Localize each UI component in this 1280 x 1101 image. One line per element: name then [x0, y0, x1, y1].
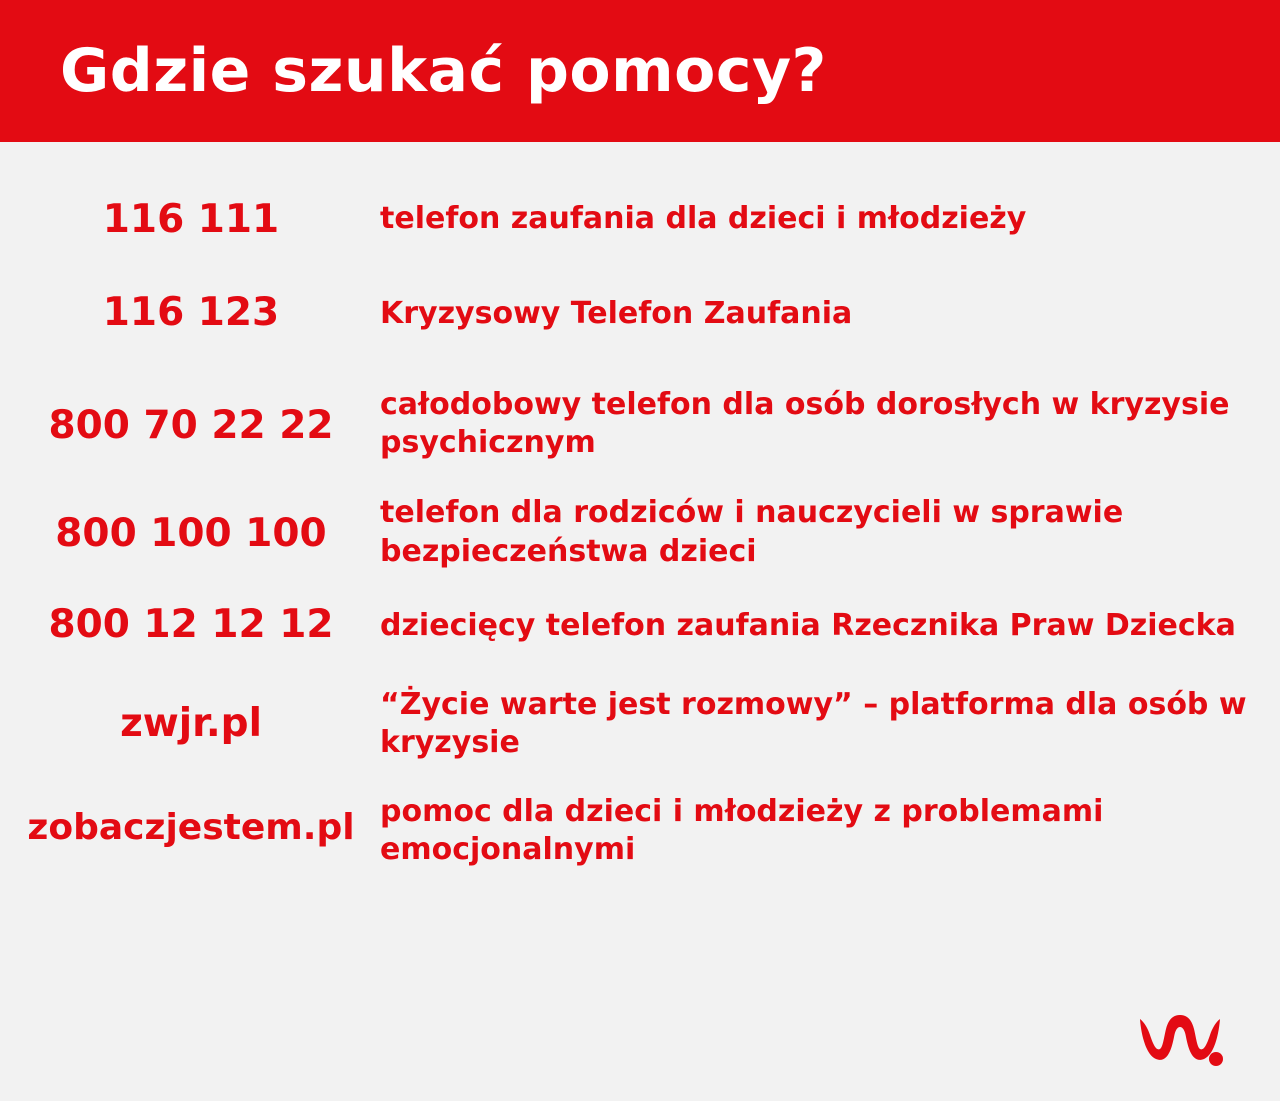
contact-number[interactable]: 800 100 100	[55, 511, 327, 557]
list-item	[0, 789, 1280, 870]
list-item	[0, 196, 1280, 243]
list-item	[0, 291, 1280, 336]
contact-number[interactable]: 116 111	[102, 197, 280, 242]
list-item	[0, 603, 1280, 648]
contact-number[interactable]: 800 70 22 22	[48, 402, 334, 448]
contact-link[interactable]: zobaczjestem.pl	[27, 806, 355, 848]
contact-description: Kryzysowy Telefon Zaufania	[380, 295, 853, 331]
contact-description: dziecięcy telefon zaufania Rzecznika Praw Dziecka	[380, 608, 1236, 644]
contact-number[interactable]: 116 123	[102, 289, 280, 335]
contact-list	[0, 142, 1280, 870]
contact-description: całodobowy telefon dla osób dorosłych w kryzysie psychicznym	[380, 386, 1230, 461]
contact-number[interactable]: 800 12 12 12	[48, 602, 334, 648]
list-item	[0, 682, 1280, 763]
list-item	[0, 490, 1280, 571]
header-bar	[0, 0, 1280, 142]
wp-logo-icon	[1136, 1013, 1228, 1069]
contact-description: telefon dla rodziców i nauczycieli w sprawie bezpieczeństwa dzieci	[380, 495, 1124, 569]
contact-link[interactable]: zwjr.pl	[120, 701, 262, 747]
contact-description: telefon zaufania dla dzieci i młodzieży	[380, 201, 1027, 236]
contact-description: pomoc dla dzieci i młodzieży z problemami emocjonalnymi	[380, 793, 1104, 868]
contact-description: “Życie warte jest rozmowy” – platforma dla osób w kryzysie	[380, 687, 1247, 761]
page-title: Gdzie szukać pomocy?	[60, 36, 827, 106]
list-item	[0, 382, 1280, 463]
